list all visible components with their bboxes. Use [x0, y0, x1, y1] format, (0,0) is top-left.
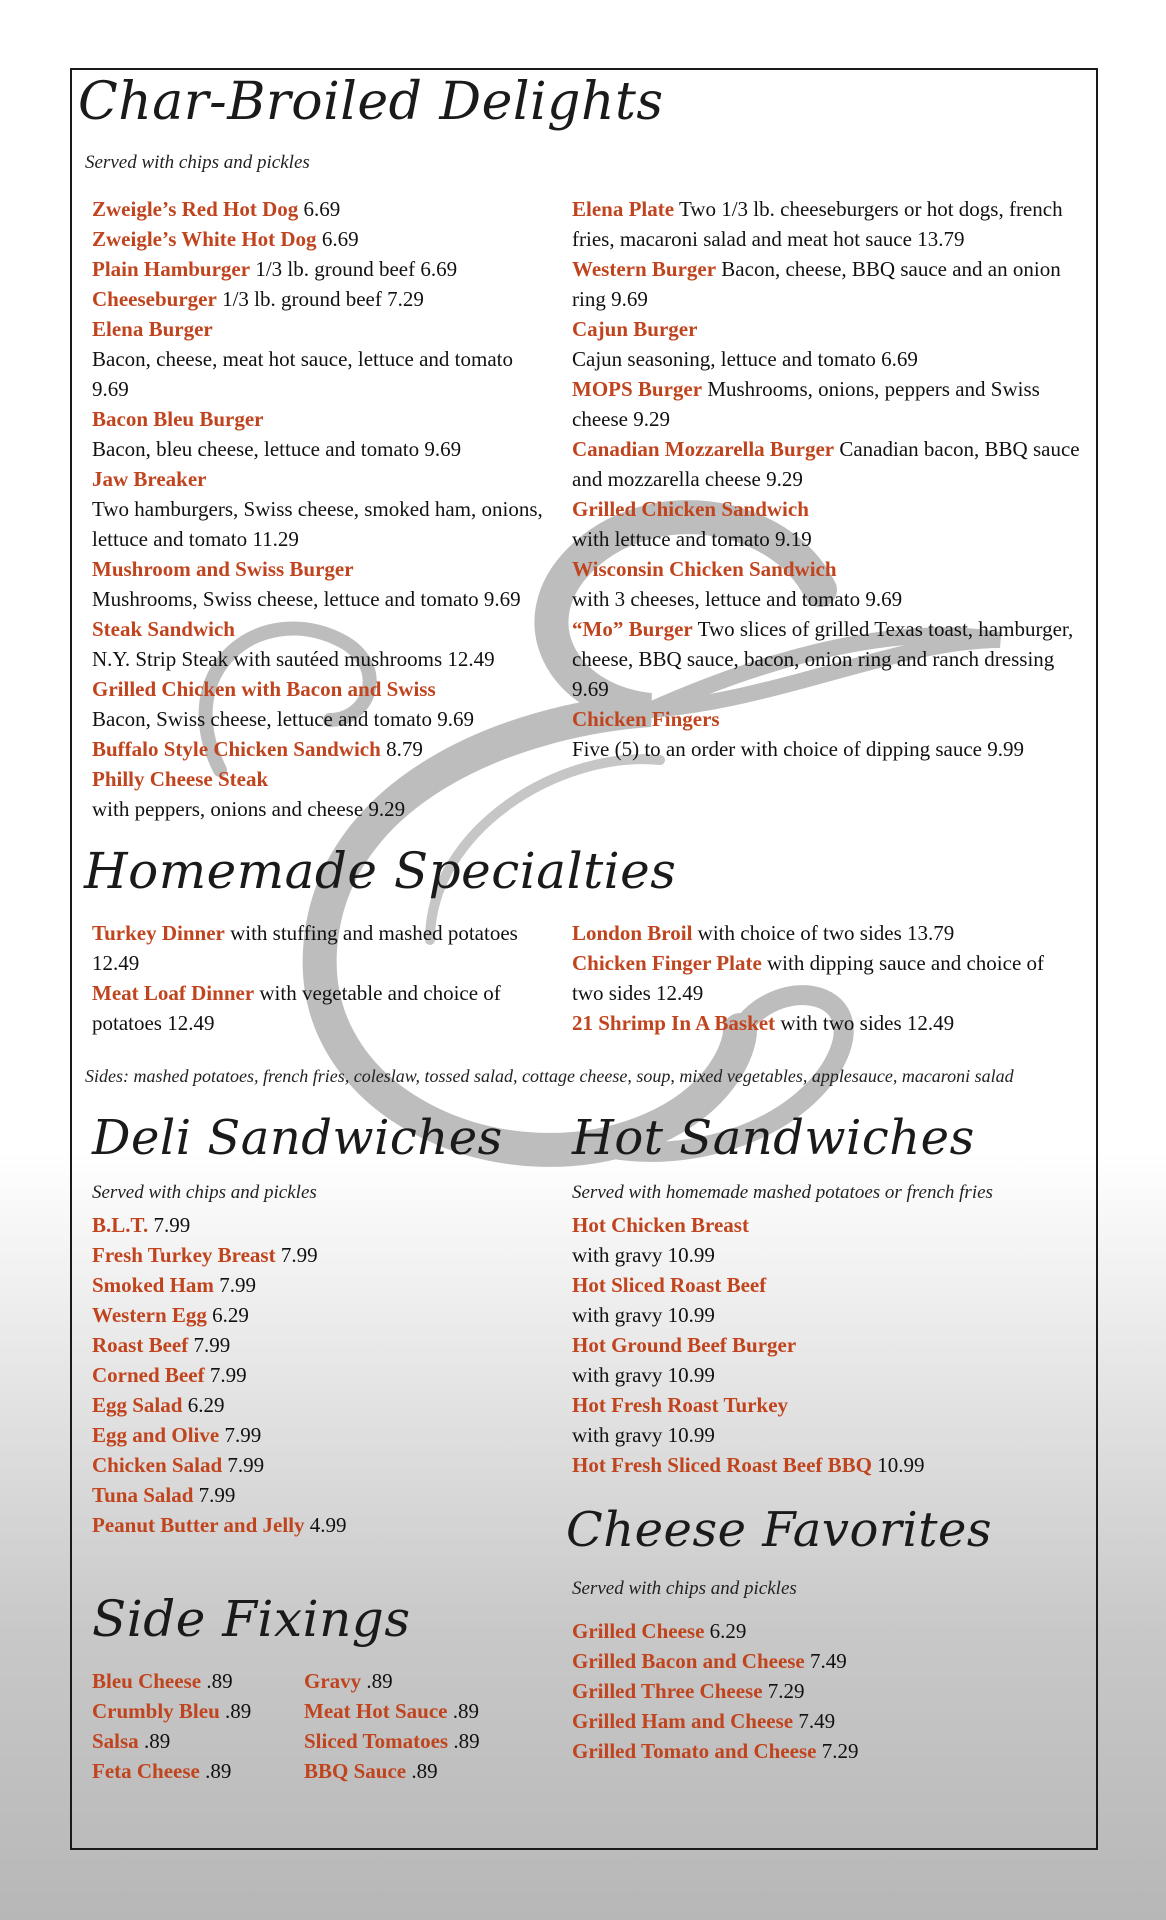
charbroiled-right-column — [572, 194, 1084, 764]
menu-item-name: Corned Beef — [92, 1363, 205, 1387]
menu-item-description: 4.99 — [304, 1513, 347, 1537]
menu-item — [572, 948, 1072, 1008]
menu-item-name: Wisconsin Chicken Sandwich — [572, 557, 837, 581]
menu-item-description: with peppers, onions and cheese 9.29 — [92, 797, 406, 821]
menu-item — [92, 464, 552, 554]
menu-item — [92, 1696, 292, 1726]
menu-item-name: Turkey Dinner — [92, 921, 225, 945]
menu-item-description: 1/3 lb. ground beef 7.29 — [216, 287, 424, 311]
menu-item-name: Zweigle’s Red Hot Dog — [92, 197, 299, 221]
menu-item-name: Grilled Tomato and Cheese — [572, 1739, 817, 1763]
menu-item-description: 7.29 — [762, 1679, 805, 1703]
menu-item-name: MOPS Burger — [572, 377, 703, 401]
menu-item — [572, 1676, 1072, 1706]
side-fixings-right — [304, 1666, 544, 1786]
menu-item — [92, 1666, 292, 1696]
menu-item-name: Peanut Butter and Jelly — [92, 1513, 305, 1537]
menu-item-name: Elena Burger — [92, 317, 213, 341]
section-title-deli: Deli Sandwiches — [92, 1110, 503, 1166]
section-subtitle-deli: Served with chips and pickles — [92, 1182, 317, 1203]
menu-item-description: 7.99 — [204, 1363, 247, 1387]
menu-item-name: Western Burger — [572, 257, 717, 281]
menu-item — [92, 978, 532, 1038]
menu-item — [92, 1420, 532, 1450]
menu-item — [572, 1330, 1072, 1390]
hot-items — [572, 1210, 1072, 1480]
menu-item-name: Tuna Salad — [92, 1483, 194, 1507]
menu-item — [92, 254, 552, 284]
menu-item-name: Egg and Olive — [92, 1423, 220, 1447]
menu-item — [572, 1008, 1072, 1038]
section-title-sides: Side Fixings — [92, 1590, 411, 1648]
menu-item — [572, 494, 1084, 554]
menu-item — [572, 1450, 1072, 1480]
homemade-left-column — [92, 918, 532, 1038]
menu-item — [572, 554, 1084, 614]
menu-item — [92, 1756, 292, 1786]
menu-item-name: Cajun Burger — [572, 317, 698, 341]
menu-item — [572, 1390, 1072, 1450]
menu-item — [92, 314, 552, 404]
menu-item — [92, 404, 552, 464]
menu-item-description: 7.99 — [222, 1453, 265, 1477]
menu-item-description: with vegetable and choice of potatoes 12.49 — [92, 981, 501, 1035]
menu-item — [92, 1510, 532, 1540]
menu-item-description: Bacon, cheese, BBQ sauce and an onion ring 9.69 — [572, 257, 1061, 311]
menu-item-description: .89 — [138, 1729, 171, 1753]
menu-item — [572, 918, 1072, 948]
menu-item-name: Plain Hamburger — [92, 257, 251, 281]
menu-item — [92, 1240, 532, 1270]
menu-item-description: N.Y. Strip Steak with sautéed mushrooms 12.49 — [92, 647, 495, 671]
menu-item-name: Feta Cheese — [92, 1759, 200, 1783]
menu-item-name: Philly Cheese Steak — [92, 767, 269, 791]
menu-item — [92, 734, 552, 764]
menu-item-description: .89 — [361, 1669, 393, 1693]
menu-item-description: 7.49 — [793, 1709, 836, 1733]
menu-item — [92, 1210, 532, 1240]
menu-item-name: London Broil — [572, 921, 693, 945]
menu-item-description: 6.29 — [206, 1303, 249, 1327]
menu-item-description: with choice of two sides 13.79 — [692, 921, 955, 945]
menu-item — [304, 1726, 544, 1756]
menu-item-description: 7.99 — [275, 1243, 318, 1267]
menu-item — [572, 434, 1084, 494]
homemade-right-column — [572, 918, 1072, 1038]
section-title-cheese: Cheese Favorites — [566, 1502, 993, 1558]
menu-item-name: Mushroom and Swiss Burger — [92, 557, 354, 581]
menu-item-name: Cheeseburger — [92, 287, 217, 311]
menu-item-description: with gravy 10.99 — [572, 1423, 715, 1447]
menu-item — [92, 1450, 532, 1480]
menu-item-description: with gravy 10.99 — [572, 1243, 715, 1267]
menu-item-name: BBQ Sauce — [304, 1759, 407, 1783]
menu-item-description: 7.99 — [148, 1213, 191, 1237]
menu-item-description: 7.29 — [816, 1739, 859, 1763]
menu-item-name: Hot Ground Beef Burger — [572, 1333, 797, 1357]
menu-item-description: 8.79 — [380, 737, 423, 761]
menu-item-description: Bacon, Swiss cheese, lettuce and tomato 9.69 — [92, 707, 474, 731]
menu-item-description: Mushrooms, onions, peppers and Swiss cheese 9.29 — [572, 377, 1040, 431]
menu-item-name: Canadian Mozzarella Burger — [572, 437, 835, 461]
menu-item-description: .89 — [219, 1699, 252, 1723]
menu-item — [92, 554, 552, 614]
menu-item — [304, 1666, 544, 1696]
menu-item-description: 7.99 — [188, 1333, 231, 1357]
menu-item — [572, 1736, 1072, 1766]
menu-item-description: 6.29 — [704, 1619, 747, 1643]
menu-item — [572, 614, 1084, 704]
menu-item — [92, 1360, 532, 1390]
menu-item-name: Zweigle’s White Hot Dog — [92, 227, 317, 251]
menu-item-name: Smoked Ham — [92, 1273, 214, 1297]
menu-item-name: 21 Shrimp In A Basket — [572, 1011, 776, 1035]
deli-items — [92, 1210, 532, 1540]
menu-item-name: Grilled Three Cheese — [572, 1679, 763, 1703]
menu-item-description: 7.99 — [213, 1273, 256, 1297]
menu-item — [572, 374, 1084, 434]
section-title-hot: Hot Sandwiches — [572, 1110, 975, 1166]
menu-item-name: Meat Loaf Dinner — [92, 981, 255, 1005]
section-title-charbroiled: Char-Broiled Delights — [78, 72, 664, 132]
menu-item-name: Sliced Tomatoes — [304, 1729, 449, 1753]
menu-item — [92, 674, 552, 734]
menu-item-name: Salsa — [92, 1729, 139, 1753]
menu-item-name: Chicken Salad — [92, 1453, 223, 1477]
menu-item — [572, 1706, 1072, 1736]
menu-item-description: Mushrooms, Swiss cheese, lettuce and tomato 9.69 — [92, 587, 521, 611]
section-subtitle-hot: Served with homemade mashed potatoes or french fries — [572, 1182, 993, 1203]
menu-item-description: with gravy 10.99 — [572, 1363, 715, 1387]
menu-item-description: with 3 cheeses, lettuce and tomato 9.69 — [572, 587, 903, 611]
menu-item-name: Bleu Cheese — [92, 1669, 202, 1693]
menu-item-description: Five (5) to an order with choice of dipping sauce 9.99 — [572, 737, 1024, 761]
menu-item-description: .89 — [199, 1759, 232, 1783]
menu-item-description: 10.99 — [872, 1453, 925, 1477]
menu-item-name: Gravy — [304, 1669, 362, 1693]
menu-item — [92, 284, 552, 314]
menu-item — [92, 764, 552, 824]
cheese-items — [572, 1616, 1072, 1766]
menu-item-name: Chicken Finger Plate — [572, 951, 762, 975]
menu-item-description: Two slices of grilled Texas toast, hamburger, cheese, BBQ sauce, bacon, onion ring and ranch dressing 9.69 — [572, 617, 1074, 701]
menu-item — [572, 254, 1084, 314]
menu-item — [572, 314, 1084, 374]
sides-note: Sides: mashed potatoes, french fries, coleslaw, tossed salad, cottage cheese, soup, mixed vegetables, applesauce, macaroni salad — [85, 1066, 1014, 1086]
menu-item-name: Grilled Bacon and Cheese — [572, 1649, 805, 1673]
menu-item — [92, 224, 552, 254]
menu-item — [92, 1390, 532, 1420]
menu-item-name: Hot Fresh Sliced Roast Beef BBQ — [572, 1453, 873, 1477]
menu-item — [92, 1300, 532, 1330]
menu-item — [92, 918, 532, 978]
menu-item-description: 6.69 — [298, 197, 341, 221]
section-subtitle-cheese: Served with chips and pickles — [572, 1578, 797, 1599]
menu-item-description: with two sides 12.49 — [775, 1011, 955, 1035]
menu-item — [572, 704, 1084, 764]
menu-item — [92, 194, 552, 224]
menu-item-name: Grilled Chicken with Bacon and Swiss — [92, 677, 436, 701]
menu-item-description: .89 — [447, 1699, 479, 1723]
menu-item — [92, 1270, 532, 1300]
menu-item-description: Canadian bacon, BBQ sauce and mozzarella cheese 9.29 — [572, 437, 1080, 491]
menu-item-description: 7.49 — [804, 1649, 847, 1673]
menu-item-name: Hot Fresh Roast Turkey — [572, 1393, 789, 1417]
menu-item-name: Steak Sandwich — [92, 617, 235, 641]
menu-item-name: Roast Beef — [92, 1333, 189, 1357]
menu-item-name: Elena Plate — [572, 197, 675, 221]
menu-item-name: Egg Salad — [92, 1393, 183, 1417]
menu-item-description: with gravy 10.99 — [572, 1303, 715, 1327]
menu-item-description: 7.99 — [193, 1483, 236, 1507]
menu-item-description: Bacon, bleu cheese, lettuce and tomato 9.69 — [92, 437, 462, 461]
menu-item-description: 1/3 lb. ground beef 6.69 — [250, 257, 458, 281]
menu-item-description: with stuffing and mashed potatoes 12.49 — [92, 921, 518, 975]
menu-item-name: Crumbly Bleu — [92, 1699, 220, 1723]
menu-item-name: Meat Hot Sauce — [304, 1699, 448, 1723]
menu-item-name: B.L.T. — [92, 1213, 149, 1237]
menu-item-description: Bacon, cheese, meat hot sauce, lettuce and tomato 9.69 — [92, 347, 513, 401]
menu-item-description: Cajun seasoning, lettuce and tomato 6.69 — [572, 347, 918, 371]
menu-item — [572, 1616, 1072, 1646]
menu-item-description: 7.99 — [219, 1423, 262, 1447]
menu-item-description: .89 — [201, 1669, 233, 1693]
menu-item — [92, 1480, 532, 1510]
menu-item — [92, 1726, 292, 1756]
section-subtitle-charbroiled: Served with chips and pickles — [85, 152, 310, 173]
menu-item — [304, 1756, 544, 1786]
menu-item-description: with dipping sauce and choice of two sides 12.49 — [572, 951, 1045, 1005]
menu-item-name: Fresh Turkey Breast — [92, 1243, 276, 1267]
menu-item — [304, 1696, 544, 1726]
menu-item-name: Chicken Fingers — [572, 707, 720, 731]
menu-item — [92, 1330, 532, 1360]
menu-item-name: Hot Chicken Breast — [572, 1213, 749, 1237]
menu-item-name: Grilled Ham and Cheese — [572, 1709, 794, 1733]
menu-item-description: with lettuce and tomato 9.19 — [572, 527, 812, 551]
menu-item-name: Grilled Cheese — [572, 1619, 705, 1643]
menu-item-name: Bacon Bleu Burger — [92, 407, 264, 431]
section-title-homemade: Homemade Specialties — [84, 842, 677, 900]
menu-item-description: 6.69 — [316, 227, 359, 251]
side-fixings-left — [92, 1666, 292, 1786]
menu-item — [572, 1646, 1072, 1676]
menu-item — [92, 614, 552, 674]
menu-item — [572, 1270, 1072, 1330]
menu-item-description: 6.29 — [182, 1393, 225, 1417]
menu-item-name: Jaw Breaker — [92, 467, 207, 491]
menu-item-description: .89 — [448, 1729, 480, 1753]
menu-item-name: Hot Sliced Roast Beef — [572, 1273, 767, 1297]
menu-item-description: .89 — [406, 1759, 438, 1783]
menu-item-name: Grilled Chicken Sandwich — [572, 497, 809, 521]
menu-item-name: Buffalo Style Chicken Sandwich — [92, 737, 381, 761]
menu-item — [572, 1210, 1072, 1270]
menu-item — [572, 194, 1084, 254]
menu-item-name: “Mo” Burger — [572, 617, 693, 641]
menu-item-name: Western Egg — [92, 1303, 207, 1327]
menu-item-description: Two 1/3 lb. cheeseburgers or hot dogs, french fries, macaroni salad and meat hot sauce 13.79 — [572, 197, 1063, 251]
charbroiled-left-column — [92, 194, 552, 824]
menu-item-description: Two hamburgers, Swiss cheese, smoked ham, onions, lettuce and tomato 11.29 — [92, 497, 543, 551]
